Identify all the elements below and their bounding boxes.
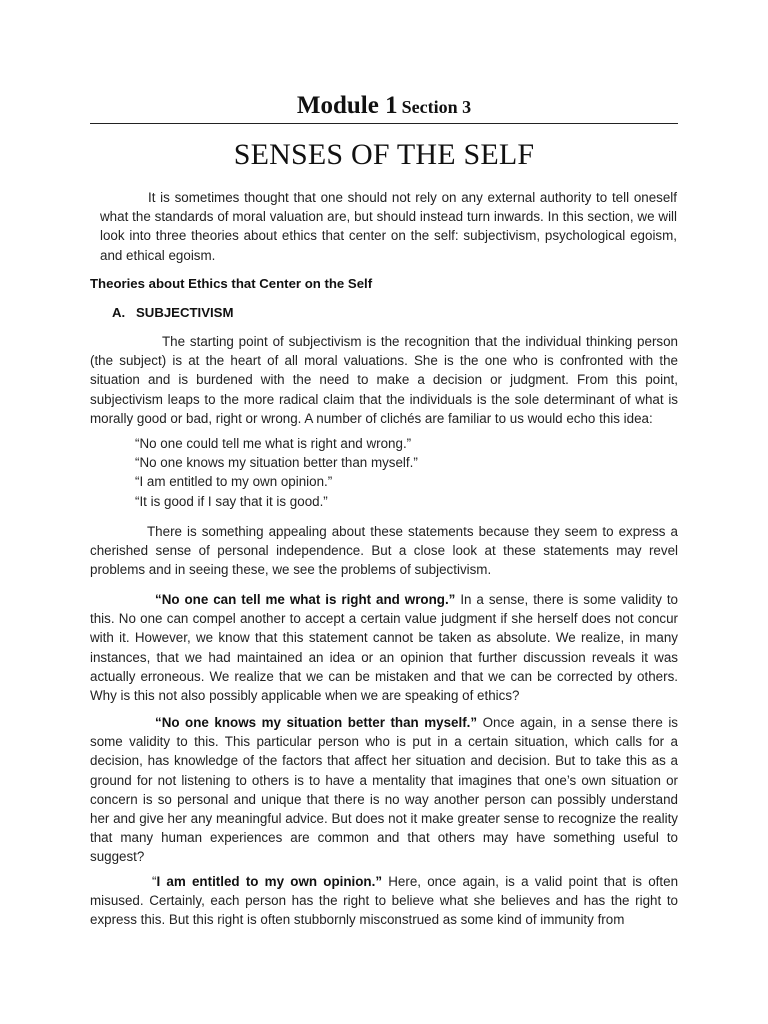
cliche-item: “It is good if I say that it is good.” [135,493,328,509]
subsection-letter: A. [112,305,126,320]
paragraph3-quote: “No one can tell me what is right and wrong.” [155,592,456,607]
paragraph3-text: In a sense, there is some validity to this. No one can compel another to accept a certain value judgment if she herself does not concur with it. However, we know that this statement cannot be taken as absolute. We realize, in many instances, that we had maintained an idea or an opinion that further discussion reveals it was actually erroneous. We realize that we can be mistaken and that we can be corrected by others. Why is this not also possibly applicable when we are speaking of ethics? [90,592,678,704]
header-divider [90,123,678,124]
subsection-heading [112,305,233,320]
section-heading: Theories about Ethics that Center on the Self [90,276,373,291]
cliche-list [135,434,418,511]
paragraph-appeal [90,522,678,580]
subsection-label: SUBJECTIVISM [136,305,234,320]
paragraph5-open-quote: “ [152,874,157,889]
paragraph5-text: Here, once again, is a valid point that is often misused. Certainly, each person has the right to believe what she believes and has the right to express this. But this right is often stubbornly misconstrued as some kind of immunity from [90,874,679,928]
paragraph-subjectivism-intro [90,332,678,428]
module-label: Module 1 [296,92,398,119]
intro-text: It is sometimes thought that one should not rely on any external authority to tell oneself what the standards of moral valuation are, but should instead turn inwards. In this section, we will look into three theories about ethics that center on the self: subjectivism, psychological egoism, and ethical egoism. [100,190,677,263]
intro-paragraph [100,188,677,265]
cliche-item: “No one could tell me what is right and wrong.” [135,436,412,451]
paragraph-my-situation [90,713,678,867]
section-label: Section 3 [401,97,472,117]
paragraph4-text: Once again, in a sense there is some validity to this. This particular person who is put in a certain situation, which calls for a decision, has knowledge of the factors that affect her situation and decision. But to take this as a ground for not listening to others is to have a mentality that imagines that one’s own situation or concern is so personal and unique that there is no way another person can possibly understand her and give her any meaningful advice. But does not it make greater sense to recognize the reality that many human experiences are common and that others may have something useful to suggest? [90,715,678,865]
paragraph1-text: The starting point of subjectivism is the recognition that the individual thinking person (the subject) is at the heart of all moral valuations. She is the one who is confronted with the situation and is burdened with the need to make a decision or judgment. From this point, subjectivism leaps to the more radical claim that the individuals is the sole determinant of what is morally good or bad, right or wrong. A number of clichés are familiar to us would echo this idea: [90,334,678,426]
paragraph5-quote: I am entitled to my own opinion.” [156,874,383,889]
paragraph2-text: There is something appealing about these statements because they seem to express a cherished sense of personal independence. But a close look at these statements may revel problems and in seeing these, we see the problems of subjectivism. [90,524,678,578]
module-heading [90,92,678,120]
paragraph-right-and-wrong [90,590,678,705]
cliche-item: “No one knows my situation better than myself.” [135,455,418,471]
paragraph4-quote: “No one knows my situation better than myself.” [155,715,478,730]
paragraph-own-opinion [90,872,678,930]
cliche-item: “I am entitled to my own opinion.” [135,474,333,490]
page-title: SENSES OF THE SELF [233,138,535,171]
